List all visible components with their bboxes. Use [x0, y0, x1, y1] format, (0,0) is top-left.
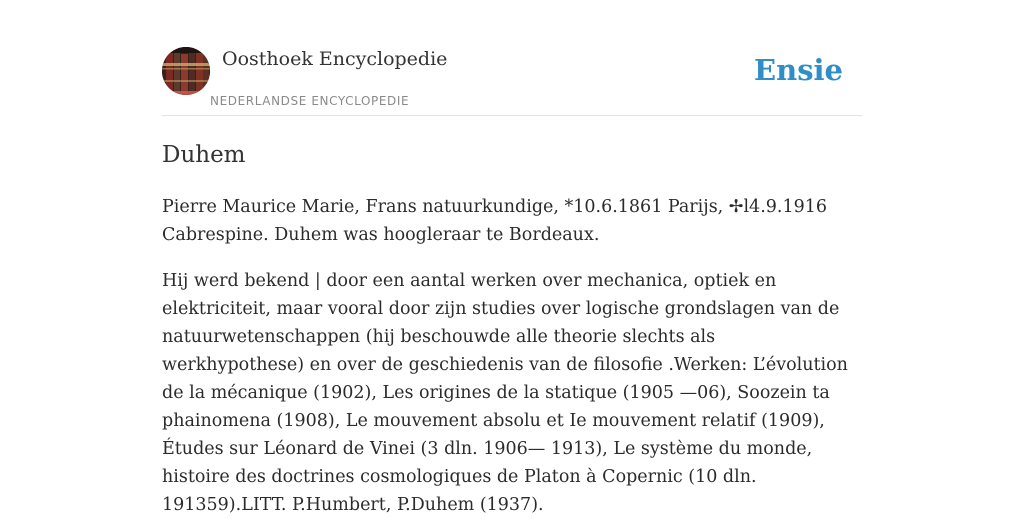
site-name[interactable]: Oosthoek Encyclopedie [222, 48, 448, 70]
brand-logo[interactable]: Ensie [754, 53, 843, 87]
book-spines-icon[interactable] [162, 47, 210, 95]
article-paragraph: Pierre Maurice Marie, Frans natuurkundige, *10.6.1861 Parijs, ✢l4.9.1916 Cabrespine. Duhem was hoogleraar te Bordeaux. [162, 197, 827, 245]
article [162, 139, 862, 519]
site-subtitle: NEDERLANDSE ENCYCLOPEDIE [210, 94, 410, 108]
page-title: Duhem [162, 142, 246, 168]
site-header [162, 46, 862, 116]
article-paragraph: Hij werd bekend | door een aantal werken over mechanica, optiek en elektriciteit, maar vooral door zijn studies over logische grondslagen van de natuurwetenschappen (hij beschouwde alle theorie slechts als werkhypothese) en over de geschiedenis van de filosofie .Werken: L’évolution de la mécanique (1902), Les origines de la statique (1905 —06), Soozein ta phainomena (1908), Le mouvement absolu et Ie mouvement relatif (1909), Études sur Léonard de Vinei (3 dln. 1906— 1913), Le système du monde, histoire des doctrines cosmologiques de Platon à Copernic (10 dln. 191359).LITT. P.Humbert, P.Duhem (1937). [162, 271, 848, 515]
